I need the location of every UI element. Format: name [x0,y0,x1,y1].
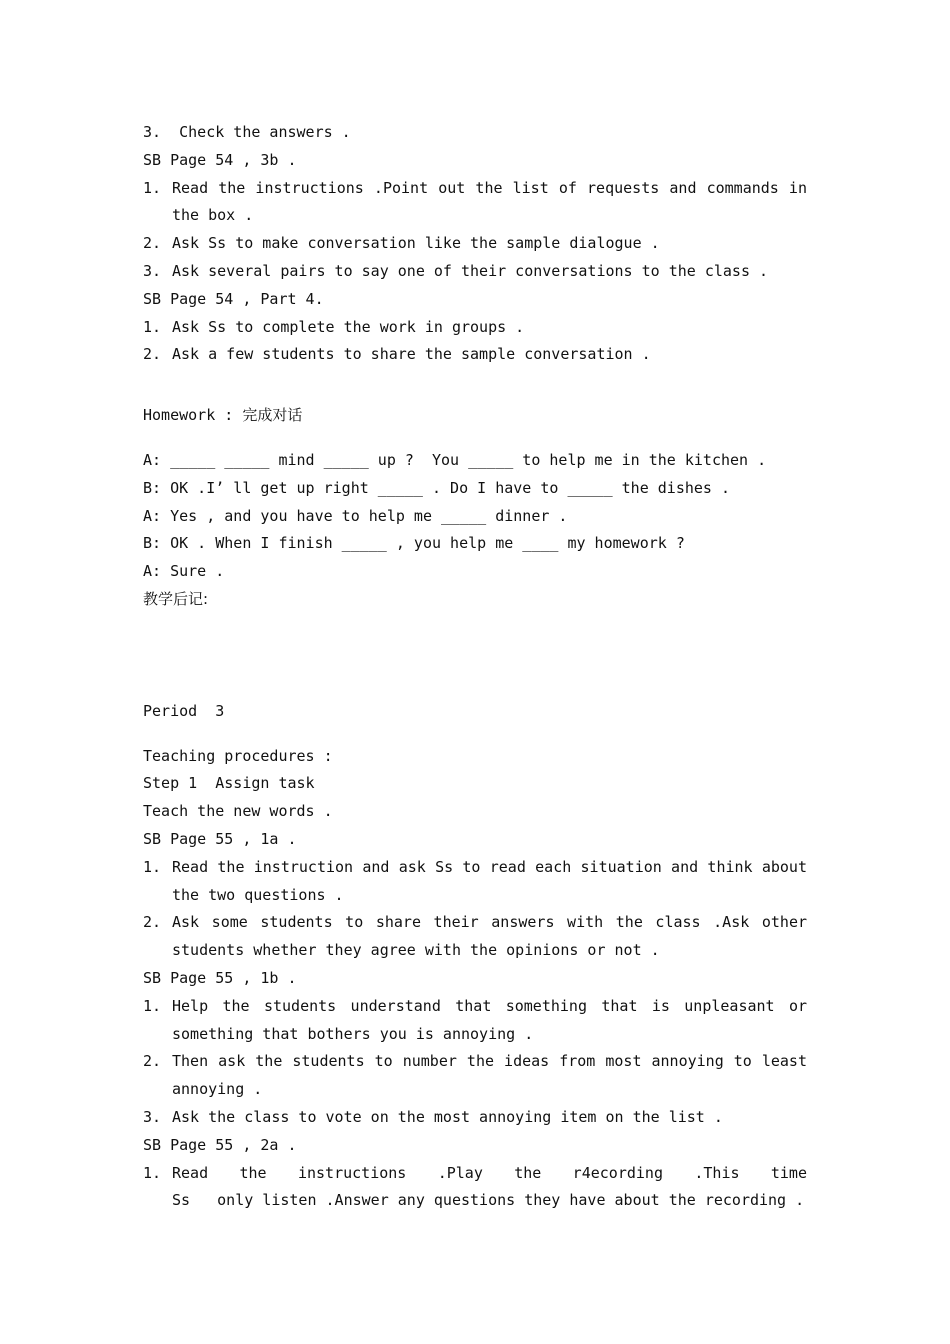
list-text: Read the instructions .Play the r4ecording .This time Ss only listen .Answer any questions they have about the recording . [172,1163,835,1210]
list-text: Ask several pairs to say one of their conversations to the class . [172,261,769,280]
list-text: Ask some students to share their answers with the class .Ask other students whether they agree with the opinions or not . [172,913,817,960]
list-number: 3. [143,261,162,280]
list-text: Read the instruction and ask Ss to read each situation and think about the two questions . [172,857,817,904]
sb-page-55-1b-heading: SB Page 55 , 1b . [143,968,297,987]
sb-page-54-part4-heading: SB Page 54 , Part 4. [143,289,324,308]
list-item [143,314,807,342]
list-item [143,175,817,231]
list-item [143,909,817,965]
list-item [143,230,807,258]
list-item [143,854,817,910]
list-item [143,1104,807,1132]
dialogue-line: B: OK .I’ ll get up right _____ . Do I have to _____ the dishes . [143,478,730,497]
dialogue-line: A: Sure . [143,562,225,581]
list-text: Then ask the students to number the ideas from most annoying to least annoying . [172,1052,817,1099]
dialogue-line: B: OK . When I finish _____ , you help me ____ my homework ? [143,534,685,553]
list-text: Ask Ss to complete the work in groups . [172,317,525,336]
sb-page-55-1a-heading: SB Page 55 , 1a . [143,829,297,848]
list-text: Ask the class to vote on the most annoying item on the list . [172,1107,723,1126]
list-item [143,1048,817,1104]
list-item [143,258,807,286]
list-number: 1. [143,178,162,197]
sb-page-55-2a-heading: SB Page 55 , 2a . [143,1135,297,1154]
step-heading: Step 1 Assign task [143,774,315,793]
sb-page-54-3b-heading: SB Page 54 , 3b . [143,150,297,169]
list-item [143,1160,835,1216]
list-number: 1. [143,317,162,336]
list-text: Help the students understand that something that is unpleasant or something that bothers you is annoying . [172,996,817,1043]
list-number: 1. [143,857,162,876]
list-number: 1. [143,996,162,1015]
list-number: 2. [143,345,162,364]
list-item [143,993,817,1049]
list-item [143,341,807,369]
list-number: 1. [143,1163,162,1182]
list-number: 2. [143,1052,162,1071]
list-text: Ask Ss to make conversation like the sample dialogue . [172,234,660,253]
list-number: 2. [143,234,162,253]
dialogue-line: A: Yes , and you have to help me _____ dinner . [143,506,568,525]
homework-title: Homework : 完成对话 [143,406,303,425]
period-title: Period 3 [143,701,225,720]
teach-new-words: Teach the new words . [143,802,333,821]
list-text: Ask a few students to share the sample conversation . [172,345,651,364]
list-number: 2. [143,913,162,932]
list-text: Read the instructions .Point out the list of requests and commands in the box . [172,178,817,225]
document-page [143,119,835,1215]
step-check-answers: 3. Check the answers . [143,123,351,141]
list-number: 3. [143,1107,162,1126]
dialogue-line: A: _____ _____ mind _____ up ? You _____ to help me in the kitchen . [143,450,767,469]
teaching-procedures-heading: Teaching procedures : [143,746,333,765]
teaching-notes-label: 教学后记: [143,589,209,608]
